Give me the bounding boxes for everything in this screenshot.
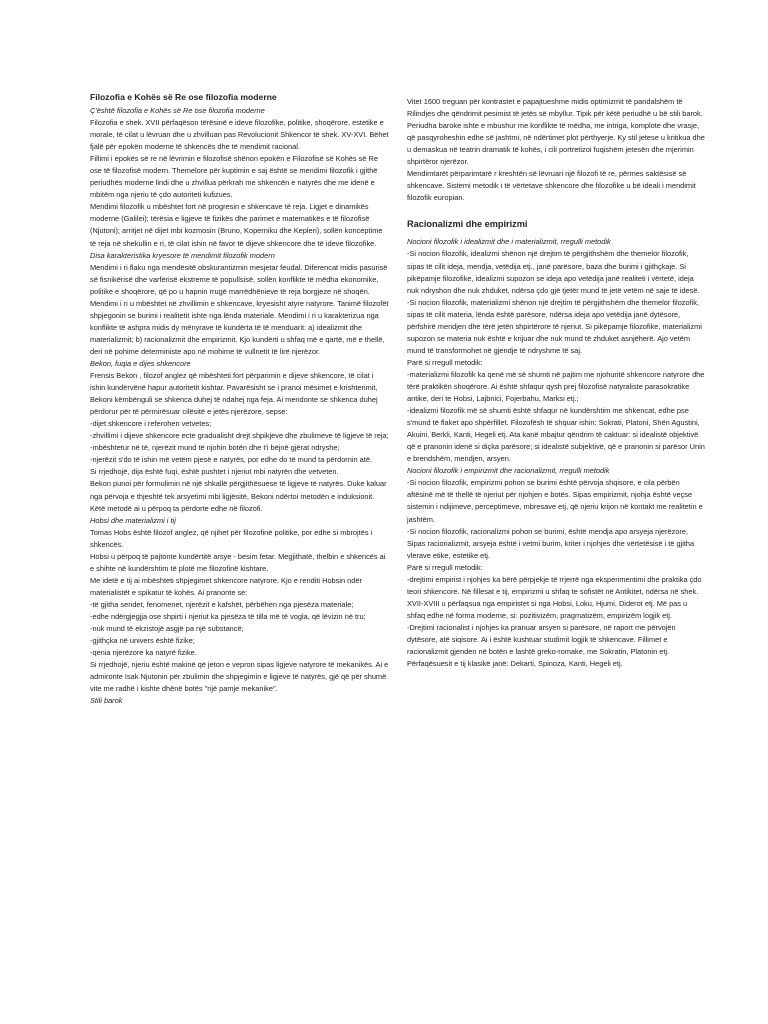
paragraph: -Si nocion filozofik, empirizmi pohon se burimi është përvoja shqisore, e cila përbën aftësinë më të thellë të njeriut për njohjen e botës. Sipas empirizmit, njohja është veçse sistemin i ndijimeve, perceptimeve, mbresave etj, që njeriu krijon në kontakt me realitetin e jashtëm. [407,478,703,524]
paragraph: -drejtimi empirist i njohjes ka bërë përpjekje të rrjerrë nga eksperimentimi dhe praktika çdo teori shkencore. Në fillesat e tij, empirizmi u shfaq te sofistët në Antikitet, ndërsa në shek. XVII-XVIII u përfaqsua nga empiristet si nga Hobsi, Loku, Hjumi, Diderot etj. Më pas u shfaq edhe në forma moderne, si: pozitivizëm, pragmatizëm, empirizëm logjik etj. [407,574,702,620]
right-paragraphs-bottom [407,236,707,670]
paragraph: Parë si rregull metodik: [407,357,483,367]
paragraph: -njerëzit s'do të ishin më vetëm pjesë e natyrës, por edhe do të mund ta përdornin atë. [90,455,373,465]
right-column [407,96,707,670]
document-title: Filozofia e Kohës së Re ose filozofia moderne [90,92,277,102]
paragraph: Bekon punoi për formulimin në një shkallë përgjithësuese të ligjeve të natyrës. Duke kaluar nga përvoja e thjeshtë tek arsyetimi mbi ligjësitë, Bekoni ndërtoi metodën e induksionit. Këtë metodë ai u përpoq ta përdorte edhe në filozofi. [90,479,387,513]
paragraph: Me idetë e tij ai mbështeti shpjegimet shkencore natyrore. Kjo e renditi Hobsin ndër materialistët e spikatur të kohës. Ai pranonte se: [90,575,362,597]
paragraph: -Si nocion filozofik, idealizmi shënon një drejtim të përgjithshëm dhe themelor filozofik, sipas të cilit ideja, mendja, vetëdija etj., janë parësore, baza dhe burimi i gjithçkaje. Si pikëpamje filozofike, idealizmi supozon se ideja apo vetëdija janë realiteti i vërtetë, ideja nuk ndryshon dhe nuk zhduket, ndërsa çdo gjë tjetër mund të jetë vetëm në saje të idesë. [407,249,700,295]
paragraph: -mbështetur në të, njerëzit mund të njohin botën dhe t'i bëjnë gjërat ndryshe; [90,443,340,453]
paragraph: -nuk mund të ekzistojë asgjë pa një substancë; [90,624,244,634]
paragraph: Vitet 1600 treguan për kontrastet e papajtueshme midis optimizmit të pandalshëm të Rilindjes dhe qëndrimit pesimist të jetës së mbyllur. Tipik për këtë periudhë u bë stili barok. Periudha baroke ishte e mbushur me konflikte të mëdha, me intriga, komplote dhe vrasje, që pasqyroheshin edhe së jashtmi, në ndërtimet plot përthyerje. Ky stil jetese u kritikua dhe u demaskua në teatrin dramatik të kohës, i cili portretizoi fuqishëm jetesën dhe mjerimin shpirtëror njerëzor. [407,97,705,167]
paragraph: Filozofia e shek. XVII përfaqëson tërësinë e ideve filozofike, politike, shoqërore, estetike e morale, të cilat u lëvruan dhe u zhvilluan pas Revolucionit Shkencor të shek. XV-XVI. Bëhet fjalë për epokën moderne të shkencës dhe të mendimit racional. [90,118,389,152]
paragraph: -edhe ndërgjegjja ose shpirti i njeriut ka pjesëza të tilla më të vogla, që lëvizin në tru; [90,611,366,621]
subheading: Nocioni filozofik i idealizmit dhe i materializmit, rregulli metodik [407,237,611,247]
paragraph: Mendimi i ri flaku nga mendësitë obskurantizmin mesjetar feudal. Diferencat midis pasurisë së fisnikërisë dhe varfërisë ekstreme të popullsisë, sollën konflikte të mëdha ekonomike, politike e shoqërore, që po u hapnin rrugë marrëdhënieve të reja borgjeze në shoqëri. [90,262,388,296]
paragraph: Si rrjedhojë, dija është fuqi, është pushtet i njeriut mbi natyrën dhe vetveten. [90,467,339,477]
left-paragraphs [90,105,390,707]
paragraph: -materializmi filozofik ka qenë më së shumti në pajtim me njohuritë shkencore natyrore dhe tërë praktikën shoqërore. Ai është shfaqur qysh prej filozofisë natyraliste parasokratike antike, deri te Hobsi, Lajbnici, Fojerbahu, Marksi etj.; [407,369,705,404]
paragraph: Mendimi filozofik u mbështet fort në progresin e shkencave të reja. Ligjet e dinamikës moderne (Galilei); tërësia e ligjeve të fizikës dhe parimet e matematikës e të filozofisë (Njutoni); arritjet në dijet mbi kozmosin (Bruno, Koperniku dhe Kepleri), sollën konceptime të reja në shekullin e ri, të cilat ishin në favor të dijeve shkencore dhe të ideve filozofike. [90,202,383,248]
paragraph: Parë si rregull metodik: [407,562,483,572]
paragraph: -gjithçka në univers është fizike; [90,636,195,646]
subheading: Stili barok [90,696,123,706]
paragraph: -Si nocion filozofik, materializmi shënon një drejtim të përgjithshëm dhe themelor filozofik, sipas të cilit materia, lënda është parësore, ndërsa ideja apo vetëdija janë dytësore, përfshirë mendjen dhe tërë jetën shpirtërore të njeriut. Si pikëpamje filozofike, materializmi supozon se materia nuk është e krijuar dhe nuk mund të zhduket asnjëherë. Ajo vetëm mund të transformohet në gjendje të ndryshme të saj. [407,297,702,355]
paragraph: -Drejtimi racionalist i njohjes ka pranuar arsyen si parësore, në raport me përvojën dytësore, atë siqisore. Ai i është kushtuar studimit logjik të shkencave. Fillimet e racionalizmit gjenden në botën e lashtë greko-romake, me Sokratin, Platonin etj. Përfaqësuesit e tij klasikë janë: Dekarti, Spinoza, Kanti, Hegeli etj. [407,622,676,669]
paragraph: Fillimi i epokës së re në lëvrimin e filozofisë shënon epokën e Filozofisë së Kohës së Re ose të filozofisë modern. Themelore për kuptimin e saj është se mendimi filozofik i gjithë periudhës moderne lindi dhe u zhvillua përkrah me shkencën e natyrës dhe me idenë e mbitëm nga njeriu të çdo autoriteti kufizues. [90,154,378,200]
paragraph: Mendimtarët përparimtarë r kreshtën së lëvruari një filozofi të re, përmes saktësisë së shkencave. Sistemi metodik i të vërtetave shkencore dhe filozofike u bë ideali i mendimit filozofik europian. [407,169,696,203]
paragraph: -zhvillimi i dijeve shkencore ecte gradualisht drejt shpikjeve dhe zbulimeve të ligjeve të reja; [90,431,389,441]
paragraph: -dijet shkencore i referohen vetvetes; [90,419,212,429]
subheading: Bekon, fuqia e dijes shkencore [90,358,191,368]
paragraph: Tomas Hobs është filozof anglez, që njihet për filozofinë politike, por edhe si mbrojtës i shkencës. [90,527,373,549]
left-column [90,92,390,707]
subheading: Hobsi dhe materializmi i tij [90,515,176,525]
paragraph: Si rrjedhojë, njeriu është makinë që jeton e vepron sipas ligjeve natyrore të mekanikës. Ai e admironte Isak Njutonin për zbulimin dhe shpjegimin e ligjeve të natyrës, gjë që për shumë vite me radhë i kishte dhënë botës "një pamje mekanike". [90,660,389,694]
section-heading-racionalizmi: Racionalizmi dhe empirizmi [407,219,528,230]
paragraph: -qenia njerëzore ka natyrë fizike. [90,648,197,658]
paragraph: -Si nocion filozofik, racionalizmi pohon se burimi, është mendja apo arsyeja njerëzore, Sipas racionalizmit, arsyeja është i vetmi burim, kriter i njohjes dhe vërtetësisë i të gjitha vlerave etike, estetike etj. [407,526,695,560]
subheading: Disa karakteristika kryesore të mendimit filozofik modern [90,250,275,260]
paragraph: Frensis Bekon , filozof anglez që mbështeti fort përparimin e dijeve shkencore, të cilat i ishin kundërvënë hapur autoritetit kishtar. Pavarësisht se i pranoi mësimet e krishterimit, Bekoni këmbënguli se shkenca duhej të ndahej nga feja. Ai mendonte se shkenca duhej përdorur për të përmirësuar cilësitë e jetës njerëzore, sepse: [90,371,378,417]
paragraph: Hobsi u përpoq të pajtonte kundërtitë arsye - besim fetar. Megjithatë, thelbin e shkencës ai e shihte në kundërshtim të plotë me filozofinë kishtare. [90,551,386,573]
subheading: Ç'është filozofia e Kohës së Re ose filozofia moderne [90,106,265,115]
paragraph: -idealizmi filozofik më së shumti është shfaqur në kundërshtim me shkencat, edhe pse s'mund të flaket apo shpërfillet. Filozofësh të shquar ishin: Sokrati, Platoni, Shën Agustini, Akuini, Berkli, Kanti, Hegeli etj. Ata kanë mbajtur qëndrim të caktuar: si idealistë objektivë që e pranonin idenë si diçka parësore; si idealistë subjektivë, që e pranonin si parësor Unin e brendshëm, mendjen, arsyen. [407,406,705,464]
paragraph: -të gjitha sendet, fenomenet, njerëzit e kafshët, përbëhen nga pjesëza materiale; [90,599,354,609]
paragraph: Mendimi i ri u mbështet në zhvillimin e shkencave, kryesisht atyre natyrore. Tanimë filozofët shpjegonin se burimi i realitetit ishte nga lënda materiale. Mendimi i ri u karakterizua nga konflikte të ashpra midis dy mënyrave të kundërta të të menduarit: a) idealizmit dhe materializmit; b) racionalizmit dhe empirizmit. Kjo kundërti u shfaq më e qartë, më e thellë, deri në pohime deterministe apo në mohime të vullnetit të lirë njerëzor. [90,298,389,356]
right-paragraphs-top [407,96,707,204]
subheading: Nocioni filozofik i empirizmit dhe racionalizmit, rregulli metodik [407,466,610,476]
